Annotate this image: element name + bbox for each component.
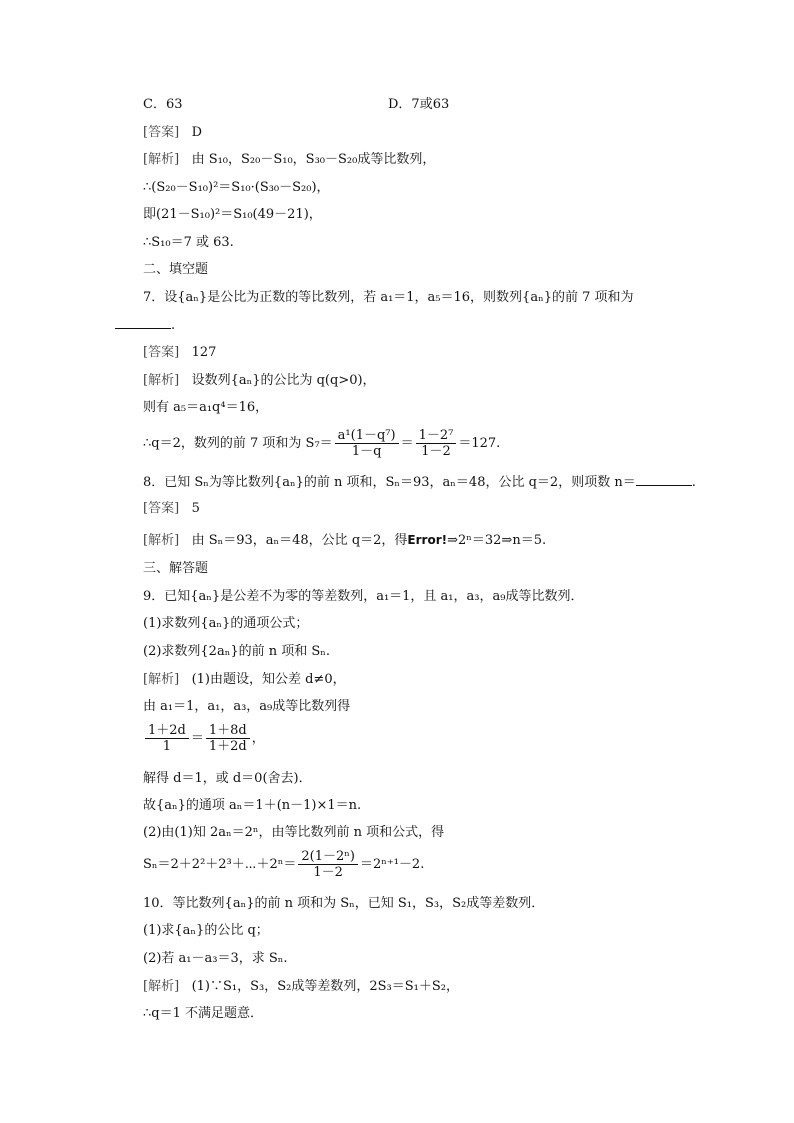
analysis-formula-line: $\frac{1+2d}{1}$ ＝ $\frac{1+8d}{1+2d}$ ， [143, 722, 265, 756]
question-stem: 10．等比数列{aₙ}的前 n 项和为 Sₙ，已知 S₁，S₃，S₂成等差数列． [143, 896, 545, 911]
question-stem: 8．已知 Sₙ为等比数列{aₙ}的前 n 项和，Sₙ＝93，aₙ＝48，公比 q＝2，则项数 n＝ . [143, 475, 696, 490]
question-part: (2)求数列{2aₙ}的前 n 项和 Sₙ. [143, 644, 331, 659]
error-text: Error! [407, 533, 448, 547]
answer-tag: [答案] [143, 501, 180, 516]
analysis-line [143, 978, 459, 996]
analysis-line [143, 671, 346, 689]
analysis-formula-line: Sₙ＝2＋2²＋2³＋⋯＋2ⁿ＝ $\frac{\text{2(1－2ⁿ)}}{1-2}$ ＝2ⁿ⁺¹－2. [143, 849, 425, 880]
analysis-tag: [解析] [143, 672, 180, 687]
analysis-text: (1)由题设，知公差 d≠0， [191, 672, 346, 687]
question-part: (2)若 a₁－a₃＝3，求 Sₙ. [143, 951, 288, 966]
analysis-text: (1)∵S₁，S₃，S₂成等差数列，2S₃＝S₁＋S₂， [191, 979, 459, 994]
analysis-line: ∴q＝1 不满足题意． [143, 1006, 263, 1021]
answer-tag: [答案] [143, 125, 180, 140]
analysis-line [143, 372, 376, 390]
analysis-line: 由 a₁＝1，a₁，a₃，a₉成等比数列得 [143, 699, 351, 714]
analysis-text: 由 S₁₀，S₂₀－S₁₀，S₃₀－S₂₀成等比数列， [191, 152, 436, 167]
answer-line [143, 344, 216, 362]
answer-blank [115, 316, 171, 329]
analysis-tag: [解析] [143, 979, 180, 994]
analysis-text: 设数列{aₙ}的公比为 q(q>0)， [191, 373, 376, 388]
section-heading: 二、填空题 [143, 262, 209, 277]
answer-blank [636, 473, 692, 486]
question-part: (1)求{aₙ}的公比 q； [143, 923, 269, 938]
analysis-line: ∴(S₂₀－S₁₀)²＝S₁₀·(S₃₀－S₂₀)， [143, 180, 330, 195]
answer-value: 127 [191, 345, 217, 360]
fraction: $\frac{1+8d}{1+2d}$ [206, 723, 250, 754]
analysis-line: 故{aₙ}的通项 aₙ＝1＋(n－1)×1＝n. [143, 798, 362, 813]
analysis-tag: [解析] [143, 373, 180, 388]
answer-value: 5 [191, 501, 200, 516]
option-c: C．63 [143, 97, 183, 112]
analysis-tag: [解析] [143, 533, 180, 548]
fraction: $\frac{1+2d}{1}$ [145, 723, 189, 754]
question-stem: 7．设{aₙ}是公比为正数的等比数列，若 a₁＝1，a₅＝16，则数列{aₙ}的前 7 项和为 [143, 290, 634, 305]
analysis-tag: [解析] [143, 152, 180, 167]
analysis-line: [解析] 由 Sₙ＝93，aₙ＝48，公比 q＝2，得Error!⇒2ⁿ＝32⇒n＝5. [143, 533, 547, 548]
analysis-line [143, 151, 435, 169]
question-part: (1)求数列{aₙ}的通项公式； [143, 616, 309, 631]
analysis-line: 即(21－S₁₀)²＝S₁₀(49－21)， [143, 207, 322, 222]
analysis-formula-line: ∴q＝2，数列的前 7 项和为 S₇＝ $\frac{\text{a¹(1－q⁷)}}{1-q}$ ＝ $\frac{\text{1－2⁷}}{1-2}$ ＝127. [143, 428, 501, 459]
fraction: $\frac{\text{2(1－2ⁿ)}}{1-2}$ [298, 849, 358, 880]
analysis-line: ∴S₁₀＝7 或 63. [143, 235, 234, 250]
answer-tag: [答案] [143, 345, 180, 360]
answer-line [143, 500, 200, 518]
answer-value: D [191, 125, 202, 140]
option-d: D．7或63 [388, 97, 450, 112]
analysis-line: 则有 a₅＝a₁q⁴＝16， [143, 400, 269, 415]
answer-line [143, 124, 202, 142]
fill-blank-line: . [115, 316, 175, 335]
section-heading: 三、解答题 [143, 561, 209, 576]
analysis-line: 解得 d＝1，或 d＝0(舍去)． [143, 771, 312, 786]
question-stem: 9．已知{aₙ}是公差不为零的等差数列，a₁＝1，且 a₁，a₃，a₉成等比数列． [143, 589, 584, 604]
analysis-line: (2)由(1)知 2aₙ＝2ⁿ，由等比数列前 n 项和公式，得 [143, 825, 445, 840]
fraction: $\frac{\text{1－2⁷}}{1-2}$ [416, 428, 457, 459]
fraction: $\frac{\text{a¹(1－q⁷)}}{1-q}$ [335, 428, 399, 459]
